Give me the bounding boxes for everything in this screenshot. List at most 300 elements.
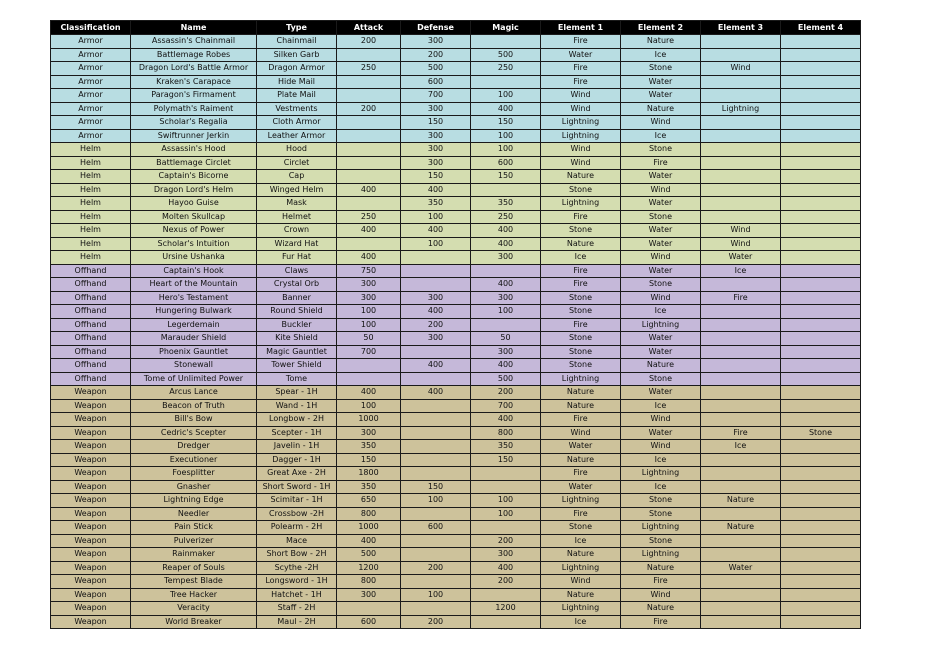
table-row [51,494,861,508]
element-1-cell: Lightning [541,494,621,508]
defense-cell: 700 [401,89,471,103]
classification-cell: Offhand [51,264,131,278]
element-4-cell [781,116,861,130]
type-cell: Spear - 1H [257,386,337,400]
element-4-cell [781,224,861,238]
attack-cell: 300 [337,588,401,602]
attack-cell: 1800 [337,467,401,481]
element-2-cell: Ice [621,453,701,467]
element-2-cell: Wind [621,440,701,454]
element-1-cell: Ice [541,534,621,548]
element-2-cell: Fire [621,615,701,629]
table-row [51,426,861,440]
name-cell: Lightning Edge [131,494,257,508]
element-4-cell [781,561,861,575]
element-1-cell: Stone [541,332,621,346]
magic-cell: 400 [471,359,541,373]
element-4-cell [781,278,861,292]
classification-cell: Offhand [51,278,131,292]
table-row [51,264,861,278]
classification-cell: Weapon [51,494,131,508]
table-row [51,62,861,76]
table-row [51,291,861,305]
table-row [51,48,861,62]
table-row [51,561,861,575]
name-cell: Captain's Bicorne [131,170,257,184]
classification-cell: Offhand [51,305,131,319]
name-cell: Dragon Lord's Helm [131,183,257,197]
attack-cell [337,602,401,616]
attack-cell: 400 [337,224,401,238]
element-1-cell: Nature [541,237,621,251]
type-cell: Maul - 2H [257,615,337,629]
classification-cell: Armor [51,48,131,62]
table-row [51,399,861,413]
magic-cell [471,467,541,481]
element-4-cell [781,156,861,170]
table-row [51,143,861,157]
attack-cell: 400 [337,534,401,548]
element-2-cell: Stone [621,210,701,224]
classification-cell: Weapon [51,507,131,521]
defense-cell: 200 [401,48,471,62]
element-4-cell [781,534,861,548]
type-cell: Hood [257,143,337,157]
defense-cell [401,426,471,440]
element-1-cell: Fire [541,75,621,89]
element-1-cell: Nature [541,399,621,413]
table-row [51,386,861,400]
classification-cell: Armor [51,116,131,130]
name-cell: Kraken's Carapace [131,75,257,89]
defense-cell: 150 [401,170,471,184]
defense-cell [401,264,471,278]
type-cell: Magic Gauntlet [257,345,337,359]
attack-cell: 700 [337,345,401,359]
table-row [51,75,861,89]
attack-cell: 750 [337,264,401,278]
defense-cell: 150 [401,480,471,494]
element-3-cell [701,197,781,211]
element-4-cell [781,102,861,116]
type-cell: Scepter - 1H [257,426,337,440]
element-4-cell [781,467,861,481]
element-4-cell [781,183,861,197]
defense-cell [401,372,471,386]
magic-cell [471,183,541,197]
element-2-cell: Water [621,345,701,359]
magic-cell: 150 [471,170,541,184]
defense-cell: 100 [401,237,471,251]
table-row [51,102,861,116]
element-1-cell: Fire [541,264,621,278]
element-3-cell [701,575,781,589]
attack-cell: 400 [337,183,401,197]
type-cell: Short Bow - 2H [257,548,337,562]
element-3-cell [701,170,781,184]
name-cell: Tome of Unlimited Power [131,372,257,386]
type-cell: Crown [257,224,337,238]
classification-cell: Weapon [51,615,131,629]
element-3-cell: Water [701,561,781,575]
element-2-cell: Nature [621,561,701,575]
element-3-cell [701,602,781,616]
element-1-cell: Wind [541,89,621,103]
magic-cell: 500 [471,372,541,386]
table-row [51,534,861,548]
type-cell: Leather Armor [257,129,337,143]
classification-cell: Helm [51,197,131,211]
type-cell: Winged Helm [257,183,337,197]
magic-cell: 400 [471,413,541,427]
element-3-cell [701,35,781,49]
element-1-cell: Fire [541,318,621,332]
element-4-cell [781,588,861,602]
classification-cell: Helm [51,210,131,224]
name-cell: Executioner [131,453,257,467]
name-cell: Dredger [131,440,257,454]
table-row [51,548,861,562]
magic-cell: 200 [471,534,541,548]
classification-cell: Armor [51,35,131,49]
name-cell: Battlemage Robes [131,48,257,62]
element-3-cell [701,89,781,103]
element-2-cell: Lightning [621,521,701,535]
element-3-cell: Ice [701,264,781,278]
name-cell: Paragon's Firmament [131,89,257,103]
name-cell: Assassin's Chainmail [131,35,257,49]
classification-cell: Weapon [51,534,131,548]
attack-cell: 200 [337,102,401,116]
classification-cell: Offhand [51,345,131,359]
element-1-cell: Stone [541,224,621,238]
type-cell: Fur Hat [257,251,337,265]
magic-cell: 250 [471,210,541,224]
element-1-cell: Stone [541,521,621,535]
attack-cell [337,170,401,184]
classification-cell: Armor [51,75,131,89]
element-3-cell [701,129,781,143]
attack-cell: 800 [337,507,401,521]
defense-cell: 300 [401,35,471,49]
type-cell: Mace [257,534,337,548]
element-4-cell [781,48,861,62]
element-4-cell [781,89,861,103]
element-1-cell: Fire [541,467,621,481]
element-3-cell [701,48,781,62]
table-body [51,35,861,629]
element-3-cell: Lightning [701,102,781,116]
type-cell: Dagger - 1H [257,453,337,467]
defense-cell: 300 [401,291,471,305]
attack-cell [337,89,401,103]
element-4-cell [781,494,861,508]
table-row [51,197,861,211]
defense-cell: 600 [401,75,471,89]
name-cell: Pain Stick [131,521,257,535]
classification-cell: Offhand [51,359,131,373]
name-cell: Veracity [131,602,257,616]
magic-cell: 350 [471,440,541,454]
table-row [51,278,861,292]
defense-cell: 300 [401,129,471,143]
defense-cell: 300 [401,143,471,157]
defense-cell: 300 [401,156,471,170]
element-3-cell [701,413,781,427]
table-row [51,615,861,629]
name-cell: Cedric's Scepter [131,426,257,440]
element-3-cell [701,467,781,481]
element-2-cell: Water [621,264,701,278]
classification-cell: Weapon [51,548,131,562]
header-type: Type [257,21,337,35]
element-3-cell [701,75,781,89]
magic-cell [471,35,541,49]
magic-cell: 350 [471,197,541,211]
element-2-cell: Stone [621,278,701,292]
element-1-cell: Water [541,440,621,454]
attack-cell: 1000 [337,413,401,427]
magic-cell: 400 [471,561,541,575]
table-row [51,413,861,427]
defense-cell: 350 [401,197,471,211]
classification-cell: Weapon [51,426,131,440]
name-cell: Arcus Lance [131,386,257,400]
defense-cell: 200 [401,561,471,575]
magic-cell: 700 [471,399,541,413]
defense-cell: 100 [401,210,471,224]
defense-cell [401,440,471,454]
defense-cell [401,548,471,562]
magic-cell: 600 [471,156,541,170]
attack-cell: 300 [337,426,401,440]
element-4-cell [781,507,861,521]
element-2-cell: Water [621,332,701,346]
classification-cell: Weapon [51,467,131,481]
classification-cell: Helm [51,156,131,170]
table-row [51,345,861,359]
element-4-cell [781,332,861,346]
defense-cell [401,399,471,413]
table-row [51,224,861,238]
type-cell: Banner [257,291,337,305]
element-2-cell: Wind [621,116,701,130]
element-1-cell: Lightning [541,116,621,130]
element-3-cell: Wind [701,62,781,76]
attack-cell [337,359,401,373]
element-3-cell [701,507,781,521]
element-2-cell: Fire [621,156,701,170]
name-cell: Needler [131,507,257,521]
element-2-cell: Ice [621,129,701,143]
equipment-table [50,20,861,629]
element-1-cell: Nature [541,588,621,602]
element-1-cell: Nature [541,548,621,562]
element-2-cell: Fire [621,575,701,589]
element-4-cell [781,305,861,319]
defense-cell: 100 [401,494,471,508]
type-cell: Tower Shield [257,359,337,373]
attack-cell: 400 [337,251,401,265]
table-row [51,467,861,481]
header-element-2: Element 2 [621,21,701,35]
element-3-cell [701,359,781,373]
element-4-cell [781,197,861,211]
type-cell: Round Shield [257,305,337,319]
element-3-cell [701,143,781,157]
name-cell: Heart of the Mountain [131,278,257,292]
element-4-cell [781,264,861,278]
element-4-cell [781,345,861,359]
magic-cell: 800 [471,426,541,440]
element-2-cell: Lightning [621,318,701,332]
element-4-cell [781,480,861,494]
table-row [51,507,861,521]
attack-cell [337,129,401,143]
attack-cell [337,197,401,211]
element-2-cell: Stone [621,143,701,157]
element-1-cell: Lightning [541,129,621,143]
element-1-cell: Fire [541,413,621,427]
name-cell: Phoenix Gauntlet [131,345,257,359]
element-2-cell: Ice [621,399,701,413]
element-3-cell: Water [701,251,781,265]
magic-cell: 100 [471,305,541,319]
attack-cell: 100 [337,399,401,413]
element-2-cell: Ice [621,48,701,62]
table-row [51,183,861,197]
type-cell: Vestments [257,102,337,116]
defense-cell: 150 [401,116,471,130]
type-cell: Kite Shield [257,332,337,346]
element-1-cell: Wind [541,426,621,440]
element-3-cell [701,399,781,413]
defense-cell [401,345,471,359]
element-3-cell [701,386,781,400]
classification-cell: Weapon [51,413,131,427]
defense-cell [401,413,471,427]
name-cell: Hero's Testament [131,291,257,305]
type-cell: Hatchet - 1H [257,588,337,602]
magic-cell: 300 [471,291,541,305]
attack-cell: 1000 [337,521,401,535]
defense-cell: 400 [401,305,471,319]
classification-cell: Offhand [51,291,131,305]
type-cell: Longsword - 1H [257,575,337,589]
table-row [51,602,861,616]
type-cell: Crystal Orb [257,278,337,292]
element-1-cell: Lightning [541,197,621,211]
name-cell: Beacon of Truth [131,399,257,413]
magic-cell [471,318,541,332]
element-2-cell: Ice [621,305,701,319]
attack-cell: 250 [337,62,401,76]
element-2-cell: Lightning [621,467,701,481]
element-2-cell: Stone [621,534,701,548]
element-1-cell: Ice [541,615,621,629]
element-4-cell [781,291,861,305]
magic-cell: 100 [471,89,541,103]
element-3-cell [701,116,781,130]
element-4-cell [781,575,861,589]
magic-cell [471,521,541,535]
element-1-cell: Water [541,48,621,62]
name-cell: Scholar's Intuition [131,237,257,251]
element-3-cell: Wind [701,237,781,251]
classification-cell: Weapon [51,588,131,602]
table-row [51,318,861,332]
element-3-cell [701,345,781,359]
element-4-cell [781,521,861,535]
type-cell: Scythe -2H [257,561,337,575]
table-row [51,480,861,494]
attack-cell [337,372,401,386]
table-row [51,210,861,224]
attack-cell: 650 [337,494,401,508]
element-2-cell: Lightning [621,548,701,562]
name-cell: Tree Hacker [131,588,257,602]
name-cell: Marauder Shield [131,332,257,346]
name-cell: Hayoo Guise [131,197,257,211]
defense-cell [401,507,471,521]
element-1-cell: Ice [541,251,621,265]
attack-cell: 150 [337,453,401,467]
element-2-cell: Water [621,237,701,251]
magic-cell: 400 [471,102,541,116]
type-cell: Silken Garb [257,48,337,62]
magic-cell: 1200 [471,602,541,616]
element-1-cell: Stone [541,359,621,373]
element-1-cell: Stone [541,291,621,305]
table-row [51,332,861,346]
element-2-cell: Stone [621,372,701,386]
defense-cell [401,251,471,265]
type-cell: Cap [257,170,337,184]
name-cell: Battlemage Circlet [131,156,257,170]
attack-cell: 350 [337,480,401,494]
element-4-cell [781,548,861,562]
name-cell: Ursine Ushanka [131,251,257,265]
defense-cell: 400 [401,183,471,197]
element-4-cell [781,35,861,49]
type-cell: Buckler [257,318,337,332]
element-1-cell: Fire [541,507,621,521]
element-1-cell: Water [541,480,621,494]
element-4-cell [781,170,861,184]
name-cell: Assassin's Hood [131,143,257,157]
element-3-cell [701,183,781,197]
element-3-cell [701,534,781,548]
classification-cell: Armor [51,62,131,76]
element-4-cell [781,210,861,224]
magic-cell: 400 [471,237,541,251]
header-name: Name [131,21,257,35]
classification-cell: Helm [51,183,131,197]
header-element-1: Element 1 [541,21,621,35]
element-4-cell [781,453,861,467]
classification-cell: Weapon [51,453,131,467]
classification-cell: Weapon [51,386,131,400]
element-4-cell [781,602,861,616]
classification-cell: Weapon [51,521,131,535]
attack-cell [337,143,401,157]
header-defense: Defense [401,21,471,35]
attack-cell [337,237,401,251]
type-cell: Longbow - 2H [257,413,337,427]
element-3-cell [701,278,781,292]
element-4-cell [781,62,861,76]
element-3-cell: Fire [701,291,781,305]
